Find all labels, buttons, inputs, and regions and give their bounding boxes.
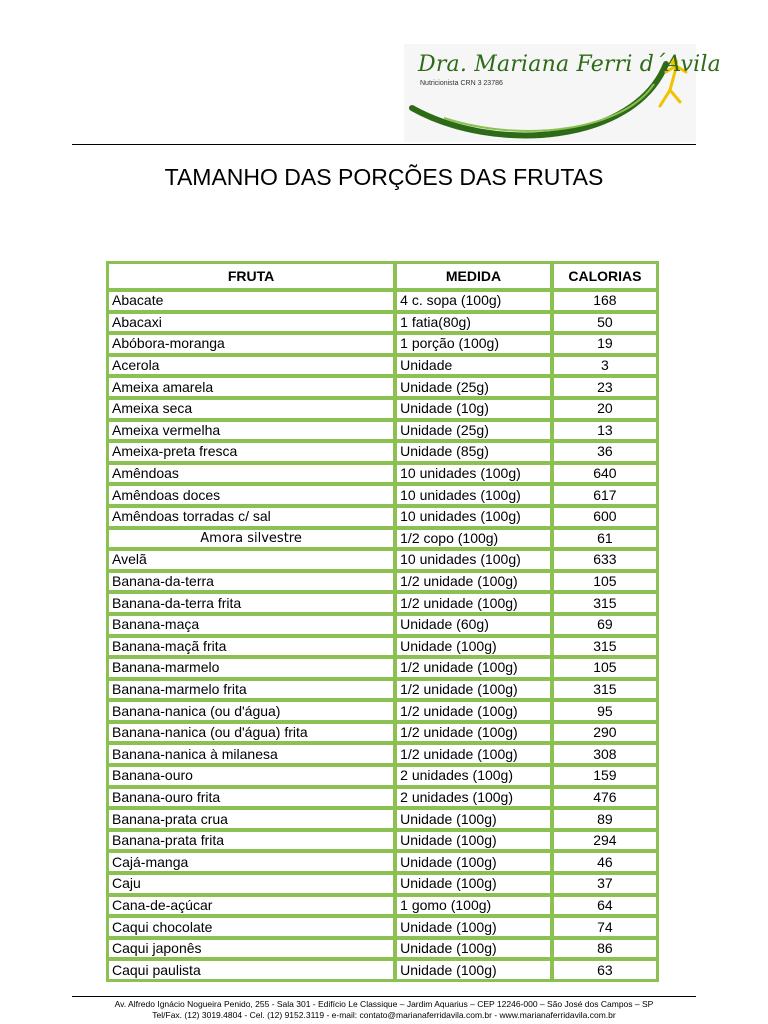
cell-medida: 1 porção (100g)	[396, 334, 551, 354]
cell-calorias: 633	[553, 550, 657, 570]
column-header-fruta: FRUTA	[108, 263, 394, 289]
cell-fruta: Banana-nanica (ou d'água) frita	[108, 723, 394, 743]
cell-calorias: 61	[553, 529, 657, 549]
table-body	[108, 291, 657, 980]
cell-calorias: 36	[553, 442, 657, 462]
table-row	[108, 852, 657, 872]
cell-medida: Unidade (100g)	[396, 809, 551, 829]
table-row	[108, 960, 657, 980]
footer-divider	[72, 996, 696, 997]
cell-calorias: 315	[553, 680, 657, 700]
cell-fruta: Cajá-manga	[108, 852, 394, 872]
table-row	[108, 658, 657, 678]
cell-fruta: Banana-maçã frita	[108, 637, 394, 657]
logo-subtitle: Nutricionista CRN 3 23786	[420, 80, 503, 87]
table-row	[108, 529, 657, 549]
table-row	[108, 377, 657, 397]
cell-fruta: Ameixa-preta fresca	[108, 442, 394, 462]
column-header-medida: MEDIDA	[396, 263, 551, 289]
cell-medida: 1/2 unidade (100g)	[396, 593, 551, 613]
cell-calorias: 89	[553, 809, 657, 829]
table-row	[108, 313, 657, 333]
cell-medida: Unidade (60g)	[396, 615, 551, 635]
cell-fruta: Avelã	[108, 550, 394, 570]
table-row	[108, 593, 657, 613]
cell-calorias: 3	[553, 356, 657, 376]
cell-fruta: Caqui chocolate	[108, 917, 394, 937]
table-row	[108, 896, 657, 916]
cell-medida: Unidade (100g)	[396, 960, 551, 980]
cell-calorias: 294	[553, 831, 657, 851]
cell-calorias: 86	[553, 939, 657, 959]
table-row	[108, 831, 657, 851]
table-row	[108, 572, 657, 592]
cell-fruta: Cana-de-açúcar	[108, 896, 394, 916]
table-row	[108, 939, 657, 959]
cell-calorias: 105	[553, 658, 657, 678]
cell-fruta: Abóbora-moranga	[108, 334, 394, 354]
footer-address: Av. Alfredo Ignácio Nogueira Penido, 255 - Sala 301 - Edifício Le Classique – Jardim Aquarius – CEP 12246-000 – São José dos Campos – SP	[114, 999, 654, 1009]
cell-medida: 1/2 copo (100g)	[396, 529, 551, 549]
cell-calorias: 19	[553, 334, 657, 354]
cell-medida: 2 unidades (100g)	[396, 788, 551, 808]
cell-calorias: 37	[553, 874, 657, 894]
cell-medida: Unidade (10g)	[396, 399, 551, 419]
cell-medida: 1/2 unidade (100g)	[396, 572, 551, 592]
cell-calorias: 600	[553, 507, 657, 527]
table-row	[108, 723, 657, 743]
cell-fruta: Abacate	[108, 291, 394, 311]
cell-fruta: Ameixa seca	[108, 399, 394, 419]
cell-medida: 1/2 unidade (100g)	[396, 658, 551, 678]
cell-fruta: Banana-nanica (ou d'água)	[108, 701, 394, 721]
cell-fruta: Banana-prata crua	[108, 809, 394, 829]
cell-calorias: 640	[553, 464, 657, 484]
cell-medida: Unidade (100g)	[396, 852, 551, 872]
table-row	[108, 615, 657, 635]
table-row	[108, 809, 657, 829]
cell-calorias: 290	[553, 723, 657, 743]
table-row	[108, 766, 657, 786]
table-row	[108, 744, 657, 764]
cell-fruta: Banana-ouro	[108, 766, 394, 786]
cell-fruta: Banana-da-terra	[108, 572, 394, 592]
cell-medida: 1/2 unidade (100g)	[396, 744, 551, 764]
cell-fruta: Banana-ouro frita	[108, 788, 394, 808]
cell-medida: 10 unidades (100g)	[396, 464, 551, 484]
cell-calorias: 74	[553, 917, 657, 937]
cell-fruta: Caqui paulista	[108, 960, 394, 980]
cell-calorias: 23	[553, 377, 657, 397]
cell-calorias: 476	[553, 788, 657, 808]
cell-fruta: Caqui japonês	[108, 939, 394, 959]
cell-medida: 1/2 unidade (100g)	[396, 680, 551, 700]
cell-calorias: 315	[553, 637, 657, 657]
cell-fruta: Abacaxi	[108, 313, 394, 333]
cell-calorias: 64	[553, 896, 657, 916]
table-header-row	[108, 263, 657, 289]
cell-fruta: Caju	[108, 874, 394, 894]
cell-medida: 2 unidades (100g)	[396, 766, 551, 786]
table-row	[108, 334, 657, 354]
cell-medida: 1/2 unidade (100g)	[396, 723, 551, 743]
cell-calorias: 95	[553, 701, 657, 721]
cell-medida: Unidade (100g)	[396, 874, 551, 894]
logo	[404, 44, 721, 142]
cell-calorias: 168	[553, 291, 657, 311]
footer-contact: Tel/Fax. (12) 3019.4804 - Cel. (12) 9152.3119 - e-mail: contato@marianaferridavila.com.br - www.marianaferridavila.com.br	[152, 1010, 616, 1020]
cell-fruta: Amêndoas	[108, 464, 394, 484]
cell-calorias: 50	[553, 313, 657, 333]
cell-medida: 10 unidades (100g)	[396, 485, 551, 505]
column-header-calorias: CALORIAS	[553, 263, 657, 289]
cell-medida: Unidade	[396, 356, 551, 376]
cell-fruta: Acerola	[108, 356, 394, 376]
cell-calorias: 46	[553, 852, 657, 872]
cell-medida: 10 unidades (100g)	[396, 550, 551, 570]
logo-name: Dra. Mariana Ferri d´Avila	[418, 52, 721, 77]
cell-fruta: Amêndoas doces	[108, 485, 394, 505]
cell-medida: 1/2 unidade (100g)	[396, 701, 551, 721]
cell-fruta: Ameixa vermelha	[108, 421, 394, 441]
cell-calorias: 308	[553, 744, 657, 764]
cell-fruta: Banana-maça	[108, 615, 394, 635]
cell-medida: 4 c. sopa (100g)	[396, 291, 551, 311]
cell-medida: 10 unidades (100g)	[396, 507, 551, 527]
cell-calorias: 69	[553, 615, 657, 635]
cell-medida: Unidade (100g)	[396, 917, 551, 937]
cell-calorias: 159	[553, 766, 657, 786]
cell-fruta: Amêndoas torradas c/ sal	[108, 507, 394, 527]
table-row	[108, 291, 657, 311]
table-row	[108, 637, 657, 657]
page-title: TAMANHO DAS PORÇÕES DAS FRUTAS	[164, 164, 604, 190]
header-divider	[72, 144, 696, 145]
cell-fruta: Banana-da-terra frita	[108, 593, 394, 613]
cell-fruta: Ameixa amarela	[108, 377, 394, 397]
cell-medida: Unidade (100g)	[396, 939, 551, 959]
cell-medida: Unidade (100g)	[396, 831, 551, 851]
cell-calorias: 63	[553, 960, 657, 980]
table-row	[108, 464, 657, 484]
table-row	[108, 917, 657, 937]
table-row	[108, 701, 657, 721]
cell-medida: Unidade (100g)	[396, 637, 551, 657]
cell-calorias: 315	[553, 593, 657, 613]
cell-calorias: 617	[553, 485, 657, 505]
table-row	[108, 874, 657, 894]
table-row	[108, 788, 657, 808]
cell-calorias: 20	[553, 399, 657, 419]
cell-calorias: 13	[553, 421, 657, 441]
table-row	[108, 421, 657, 441]
table-row	[108, 507, 657, 527]
table-row	[108, 356, 657, 376]
table-row	[108, 399, 657, 419]
cell-medida: Unidade (25g)	[396, 377, 551, 397]
cell-fruta: Amora silvestre	[108, 529, 394, 549]
cell-medida: 1 gomo (100g)	[396, 896, 551, 916]
table-row	[108, 485, 657, 505]
table-row	[108, 442, 657, 462]
cell-fruta: Banana-prata frita	[108, 831, 394, 851]
cell-fruta: Banana-marmelo frita	[108, 680, 394, 700]
table-row	[108, 550, 657, 570]
cell-medida: 1 fatia(80g)	[396, 313, 551, 333]
cell-calorias: 105	[553, 572, 657, 592]
cell-medida: Unidade (85g)	[396, 442, 551, 462]
cell-fruta: Banana-nanica à milanesa	[108, 744, 394, 764]
cell-fruta: Banana-marmelo	[108, 658, 394, 678]
table-row	[108, 680, 657, 700]
fruit-portions-table	[106, 261, 659, 982]
cell-medida: Unidade (25g)	[396, 421, 551, 441]
